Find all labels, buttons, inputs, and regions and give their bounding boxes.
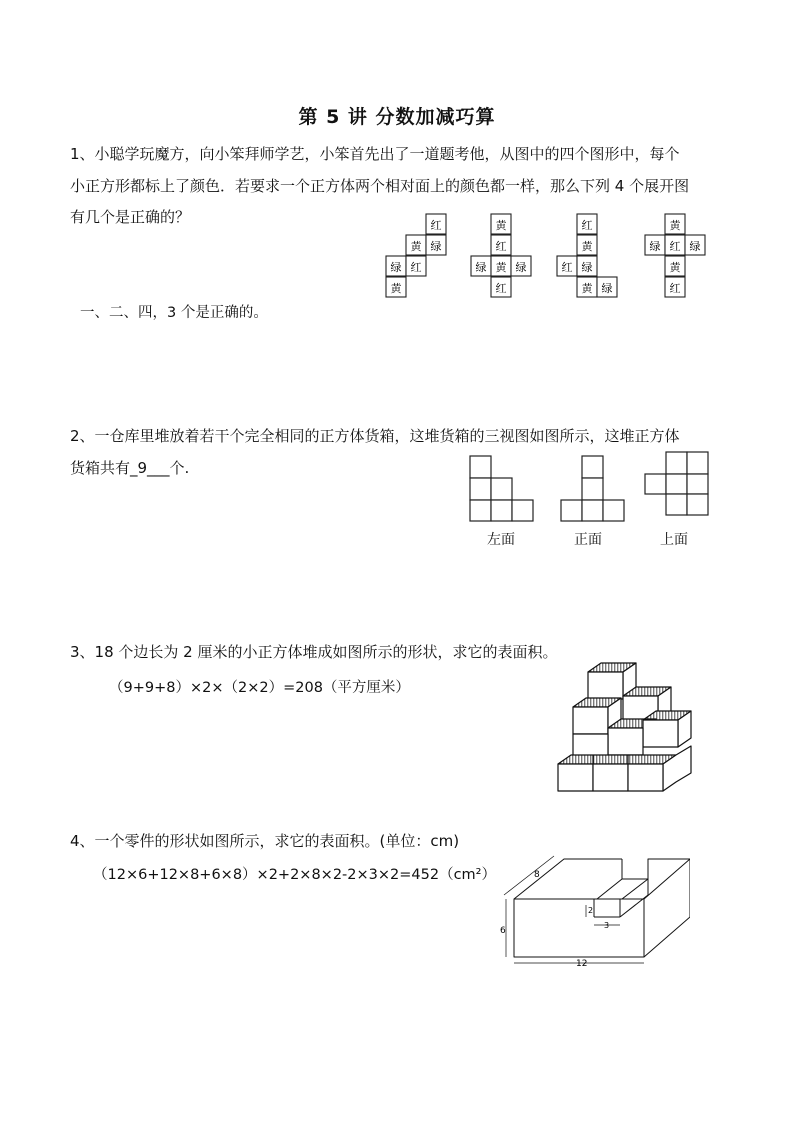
net3-cell-1: 红 <box>581 219 593 232</box>
q1-text-line2: 小正方形都标上了颜色．若要求一个正方体两个相对面上的颜色都一样，那么下列 4 个展开图 <box>70 177 690 195</box>
net4-cell-6: 红 <box>669 282 681 295</box>
net2-cell-1: 黄 <box>495 219 507 232</box>
dim-slot-depth-label: 2 <box>588 906 594 915</box>
dim-slot-width-label: 3 <box>604 921 610 930</box>
net1-cell-3: 绿 <box>430 240 442 253</box>
dim-length-label: 12 <box>576 959 588 969</box>
q4-text: 4、一个零件的形状如图所示，求它的表面积。(单位：cm) <box>70 832 460 850</box>
q1-text-line3: 有几个是正确的？ <box>70 208 191 226</box>
net3-cell-5: 黄 <box>581 282 593 295</box>
top-view-grid <box>645 452 708 515</box>
cube-net-3 <box>557 214 617 297</box>
cube-net-2 <box>471 214 531 297</box>
net1-cell-5: 红 <box>410 261 422 274</box>
left-view-grid <box>470 456 533 521</box>
q1-answer: 一、二、四，3 个是正确的。 <box>80 305 268 321</box>
net1-cell-2: 黄 <box>410 240 422 253</box>
net3-cell-4: 绿 <box>581 261 593 274</box>
q3-cube-stack-figure <box>554 660 704 795</box>
net2-cell-2: 红 <box>495 240 507 253</box>
q1-nets-figure <box>378 210 708 302</box>
dim-height-label: 6 <box>500 926 506 936</box>
dim-depth-label: 8 <box>534 870 540 880</box>
net2-cell-6: 红 <box>495 282 507 295</box>
q2-label-top: 上面 <box>660 532 688 548</box>
net2-cell-4: 黄 <box>495 261 507 274</box>
q2-label-left: 左面 <box>487 532 515 548</box>
net4-cell-5: 黄 <box>669 261 681 274</box>
cube-net-1 <box>386 214 446 297</box>
net4-cell-2: 绿 <box>649 240 661 253</box>
q1-text-line1: 1、小聪学玩魔方，向小笨拜师学艺，小笨首先出了一道题考他，从图中的四个图形中，每个 <box>70 145 680 163</box>
q2-text-line1: 2、一仓库里堆放着若干个完全相同的正方体货箱，这堆货箱的三视图如图所示，这堆正方体 <box>70 427 680 445</box>
front-view-grid <box>561 456 624 521</box>
net4-cell-1: 黄 <box>669 219 681 232</box>
cube-net-4 <box>645 214 705 297</box>
net4-cell-4: 绿 <box>689 240 701 253</box>
q2-three-views-figure <box>465 450 715 525</box>
net1-cell-4: 绿 <box>390 261 402 274</box>
net2-cell-3: 绿 <box>475 261 487 274</box>
q2-text-line2: 货箱共有_9___个. <box>70 459 190 477</box>
net3-cell-3: 红 <box>561 261 573 274</box>
net3-cell-6: 绿 <box>601 282 613 295</box>
net1-cell-1: 红 <box>430 219 442 232</box>
q4-answer: （12×6+12×8+6×8）×2+2×8×2-2×3×2=452（cm²） <box>93 867 496 883</box>
q4-part-figure <box>500 855 690 970</box>
net1-cell-6: 黄 <box>390 282 402 295</box>
page-title: 第 5 讲 分数加减巧算 <box>298 106 496 128</box>
net2-cell-5: 绿 <box>515 261 527 274</box>
net4-cell-3: 红 <box>669 240 681 253</box>
q3-answer: （9+9+8）×2×（2×2）=208（平方厘米） <box>109 680 410 696</box>
q2-label-front: 正面 <box>574 532 602 548</box>
net3-cell-2: 黄 <box>581 240 593 253</box>
q3-text: 3、18 个边长为 2 厘米的小正方体堆成如图所示的形状，求它的表面积。 <box>70 643 558 661</box>
